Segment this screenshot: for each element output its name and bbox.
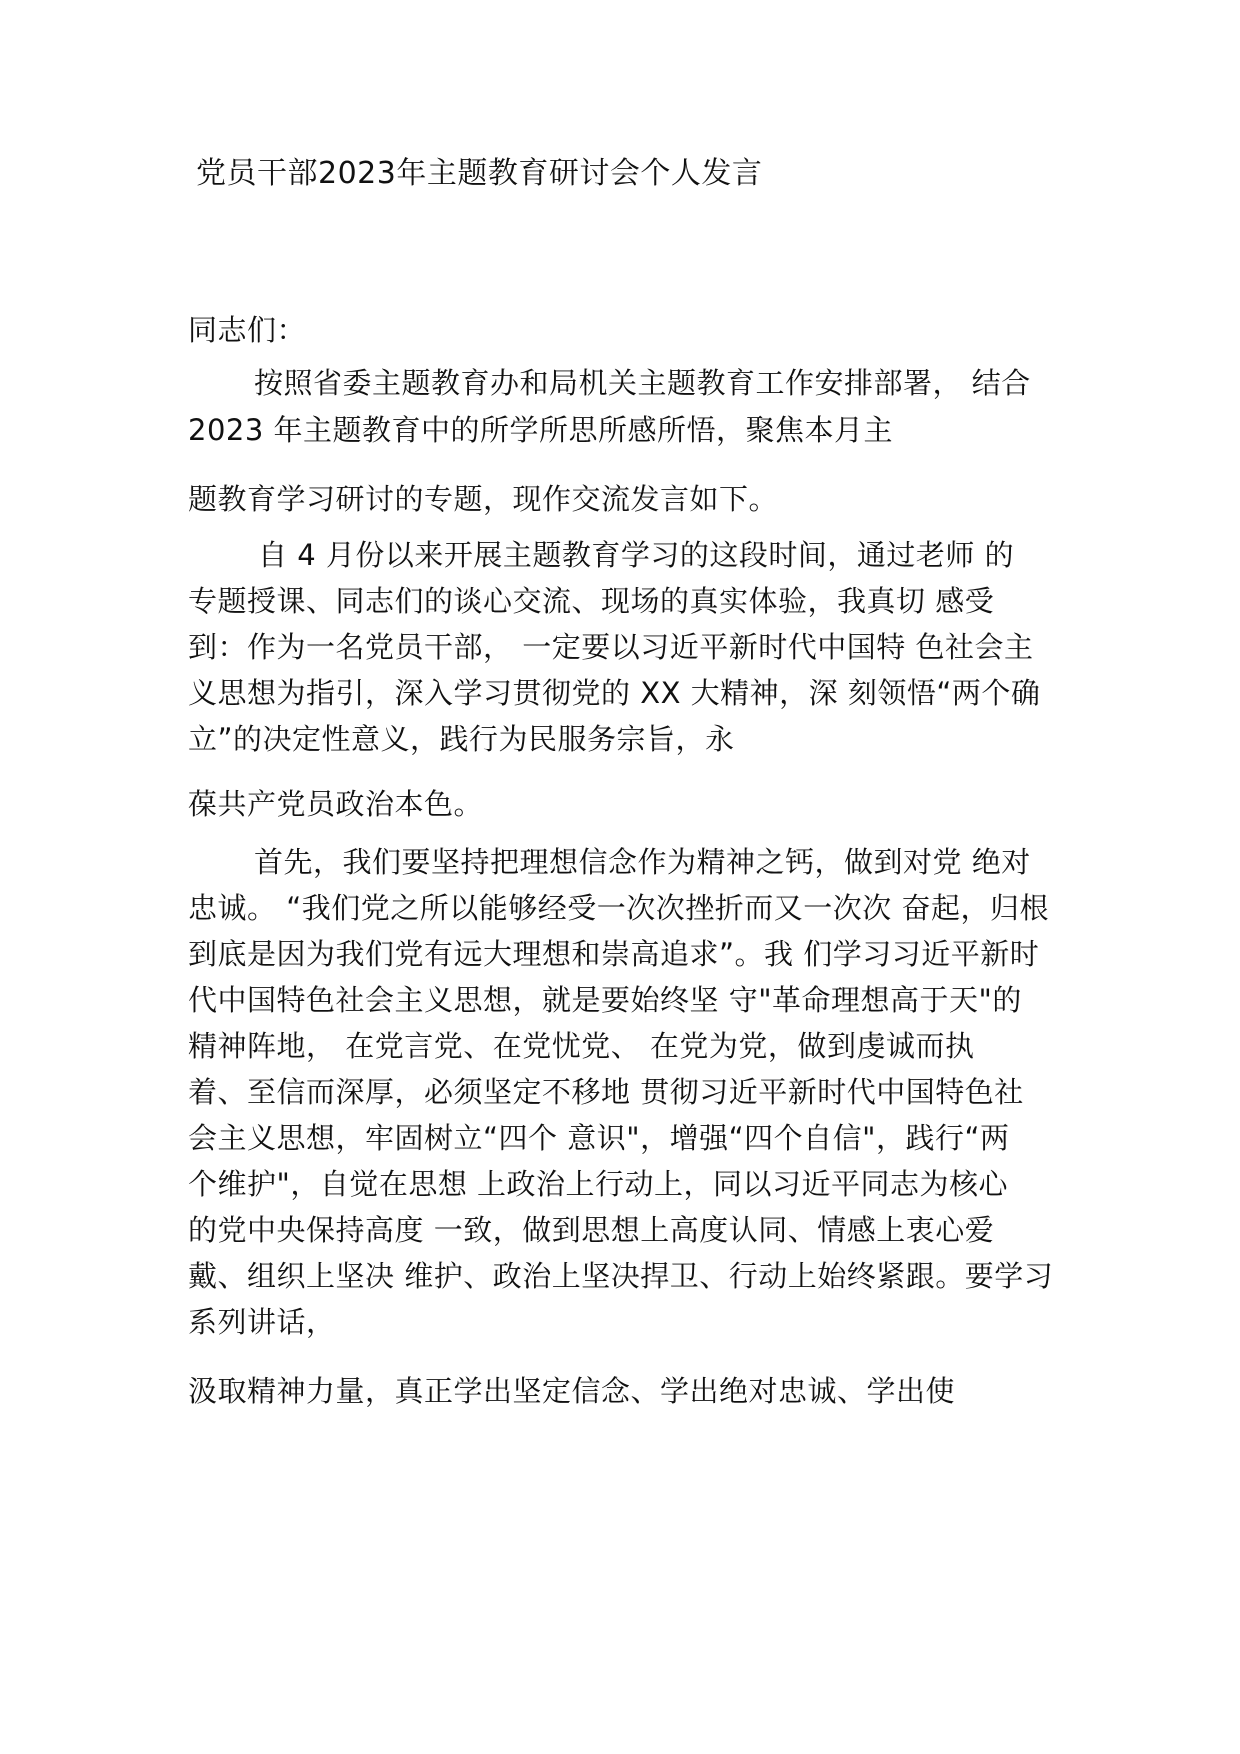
text-line: 代中国特色社会主义思想，就是要始终坚 守"革命理想高于天"的 [188,983,1022,1017]
text-line: 到底是因为我们党有远大理想和崇高追求”。我 们学习习近平新时 [188,937,1040,971]
text-line: 精神阵地， 在党言党、在党忧党、 在党为党，做到虔诚而执 [188,1029,975,1063]
text-line: 着、至信而深厚，必须坚定不移地 贯彻习近平新时代中国特色社 [188,1075,1024,1109]
text-line: 首先，我们要坚持把理想信念作为精神之钙，做到对党 绝对 [254,845,1031,879]
text-line: 葆共产党员政治本色。 [188,787,484,821]
text-line: 义思想为指引，深入学习贯彻党的 XX 大精神，深 刻领悟“两个确 [188,676,1041,710]
text-line: 到：作为一名党员干部， 一定要以习近平新时代中国特 色社会主 [188,630,1034,664]
text-line: 的党中央保持高度 一致，做到思想上高度认同、情感上衷心爱 [188,1213,995,1247]
salutation: 同志们： [188,313,307,347]
text-line: 会主义思想，牢固树立“四个 意识"，增强“四个自信"，践行“两 [188,1121,1010,1155]
text-line: 忠诚。 “我们党之所以能够经受一次次挫折而又一次次 奋起，归根 [188,891,1049,925]
text-line: 汲取精神力量，真正学出坚定信念、学出绝对忠诚、学出使 [188,1374,956,1408]
text-line: 题教育学习研讨的专题，现作交流发言如下。 [188,482,779,516]
text-line: 自 4 月份以来开展主题教育学习的这段时间，通过老师 的 [258,538,1015,572]
text-line: 系列讲话， [188,1305,336,1339]
document-title: 党员干部2023年主题教育研讨会个人发言 [196,156,763,191]
text-line: 按照省委主题教育办和局机关主题教育工作安排部署， 结合 [254,366,1031,400]
text-line: 戴、组织上坚决 维护、政治上坚决捍卫、行动上始终紧跟。要学习 [188,1259,1054,1293]
text-line: 专题授课、同志们的谈心交流、现场的真实体验，我真切 感受 [188,584,995,618]
text-line: 立”的决定性意义，践行为民服务宗旨，永 [188,722,735,756]
text-line: 个维护"，自觉在思想 上政治上行动上，同以习近平同志为核心 [188,1167,1009,1201]
text-line: 2023 年主题教育中的所学所思所感所悟，聚焦本月主 [188,413,894,447]
